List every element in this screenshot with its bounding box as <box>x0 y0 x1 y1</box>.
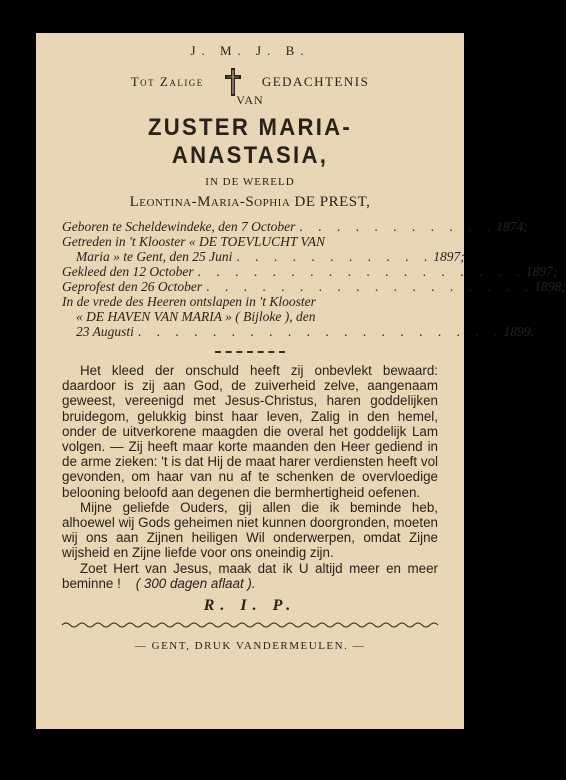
memorial-right-text: GEDACHTENIS <box>261 74 370 89</box>
deceased-name: ZUSTER MARIA-ANASTASIA, <box>147 114 353 169</box>
fact-line <box>62 249 465 264</box>
paragraph-2: Mijne geliefde Ouders, gij allen die ik beminde heb, alhoewel wij Gods geheimen niet kunnen doorgronden, moeten wij ons aan Zijnen heiligen Wil onderwerpen, omdat Zijne wijsheid en Zijne liefde voor ons oneindig zijn. <box>62 499 438 561</box>
birth-name: Leontina-Maria-Sophia DE PREST, <box>129 194 371 210</box>
memorial-text <box>62 363 438 591</box>
leader-dots: . . . . . . . . . . . <box>299 219 497 234</box>
fact-line <box>62 264 558 279</box>
prayer-text: Zoet Hert van Jesus, maak dat ik U altijd meer en meer beminne ! <box>62 560 438 591</box>
fact-year: 1898; <box>534 279 566 294</box>
divider <box>215 351 285 353</box>
fact-line <box>62 309 438 324</box>
fact-year: 1874; <box>496 219 528 234</box>
fact-text: Geprofest den 26 October <box>62 279 203 294</box>
memorial-left-text: Tot Zalige <box>130 74 204 89</box>
fact-line <box>62 234 438 249</box>
fact-text: Geboren te Scheldewindeke, den 7 October <box>62 219 296 234</box>
wavy-divider <box>62 621 442 629</box>
paragraph-1: Het kleed der onschuld heeft zij onbevlekt bewaard: daardoor is zij aan God, de zuiverheid zelve, aangenaam geweest, vereenigd met Jesus-Christus, haren goddelijken bruidegom, gelukkig binst haar leven, Zalig in den hemel, onder de uitverkorene maagden die overal het goddelijk Lam volgen. — Zij heeft maar korte maanden den Heer gediend in de arme zieken: 't is dat Hij de maat harer verdiensten heeft vol gevonden, om haar van nu af te schenken de overvloedige belooning beloofd aan degenen die bermhertigheid oefenen. <box>62 363 438 500</box>
rip-text: R. I. P. <box>203 597 297 615</box>
leader-dots: . . . . . . . . . . . . . . . . . . <box>206 279 535 294</box>
fact-year: 1897; <box>525 264 558 279</box>
fact-line <box>62 294 438 309</box>
fact-line <box>62 219 528 234</box>
memorial-card <box>36 33 566 729</box>
leader-dots: . . . . . . . . . . . . . . . . . . <box>197 264 526 279</box>
indulgence-note: ( 300 dagen aflaat ). <box>135 575 256 591</box>
leader-dots: . . . . . . . . . . . . . . . . . . . . <box>137 324 504 339</box>
van-label: VAN <box>236 93 264 107</box>
fact-year: 1897; <box>433 249 465 264</box>
fact-text: Getreden in 't Klooster « DE TOEVLUCHT VAN <box>62 234 326 249</box>
fact-text: In de vrede des Heeren ontslapen in 't Klooster <box>62 294 316 309</box>
fact-year: 1899. <box>503 324 534 339</box>
printer-line: — GENT, DRUK VANDERMEULEN. — <box>134 640 366 653</box>
fact-line <box>62 324 534 339</box>
fact-text: Maria » te Gent, den 25 Juni <box>76 249 233 264</box>
fact-line <box>62 279 566 294</box>
fact-text: « DE HAVEN VAN MARIA » ( Bijloke ), den <box>76 309 316 324</box>
life-facts <box>62 219 566 339</box>
leader-dots: . . . . . . . . . . . <box>236 249 434 264</box>
fact-text: Gekleed den 12 October <box>62 264 194 279</box>
paragraph-3 <box>62 561 438 591</box>
fact-text: 23 Augusti <box>76 324 134 339</box>
invocation-initials: J. M. J. B. <box>190 43 310 58</box>
world-label: IN DE WERELD <box>205 176 295 188</box>
